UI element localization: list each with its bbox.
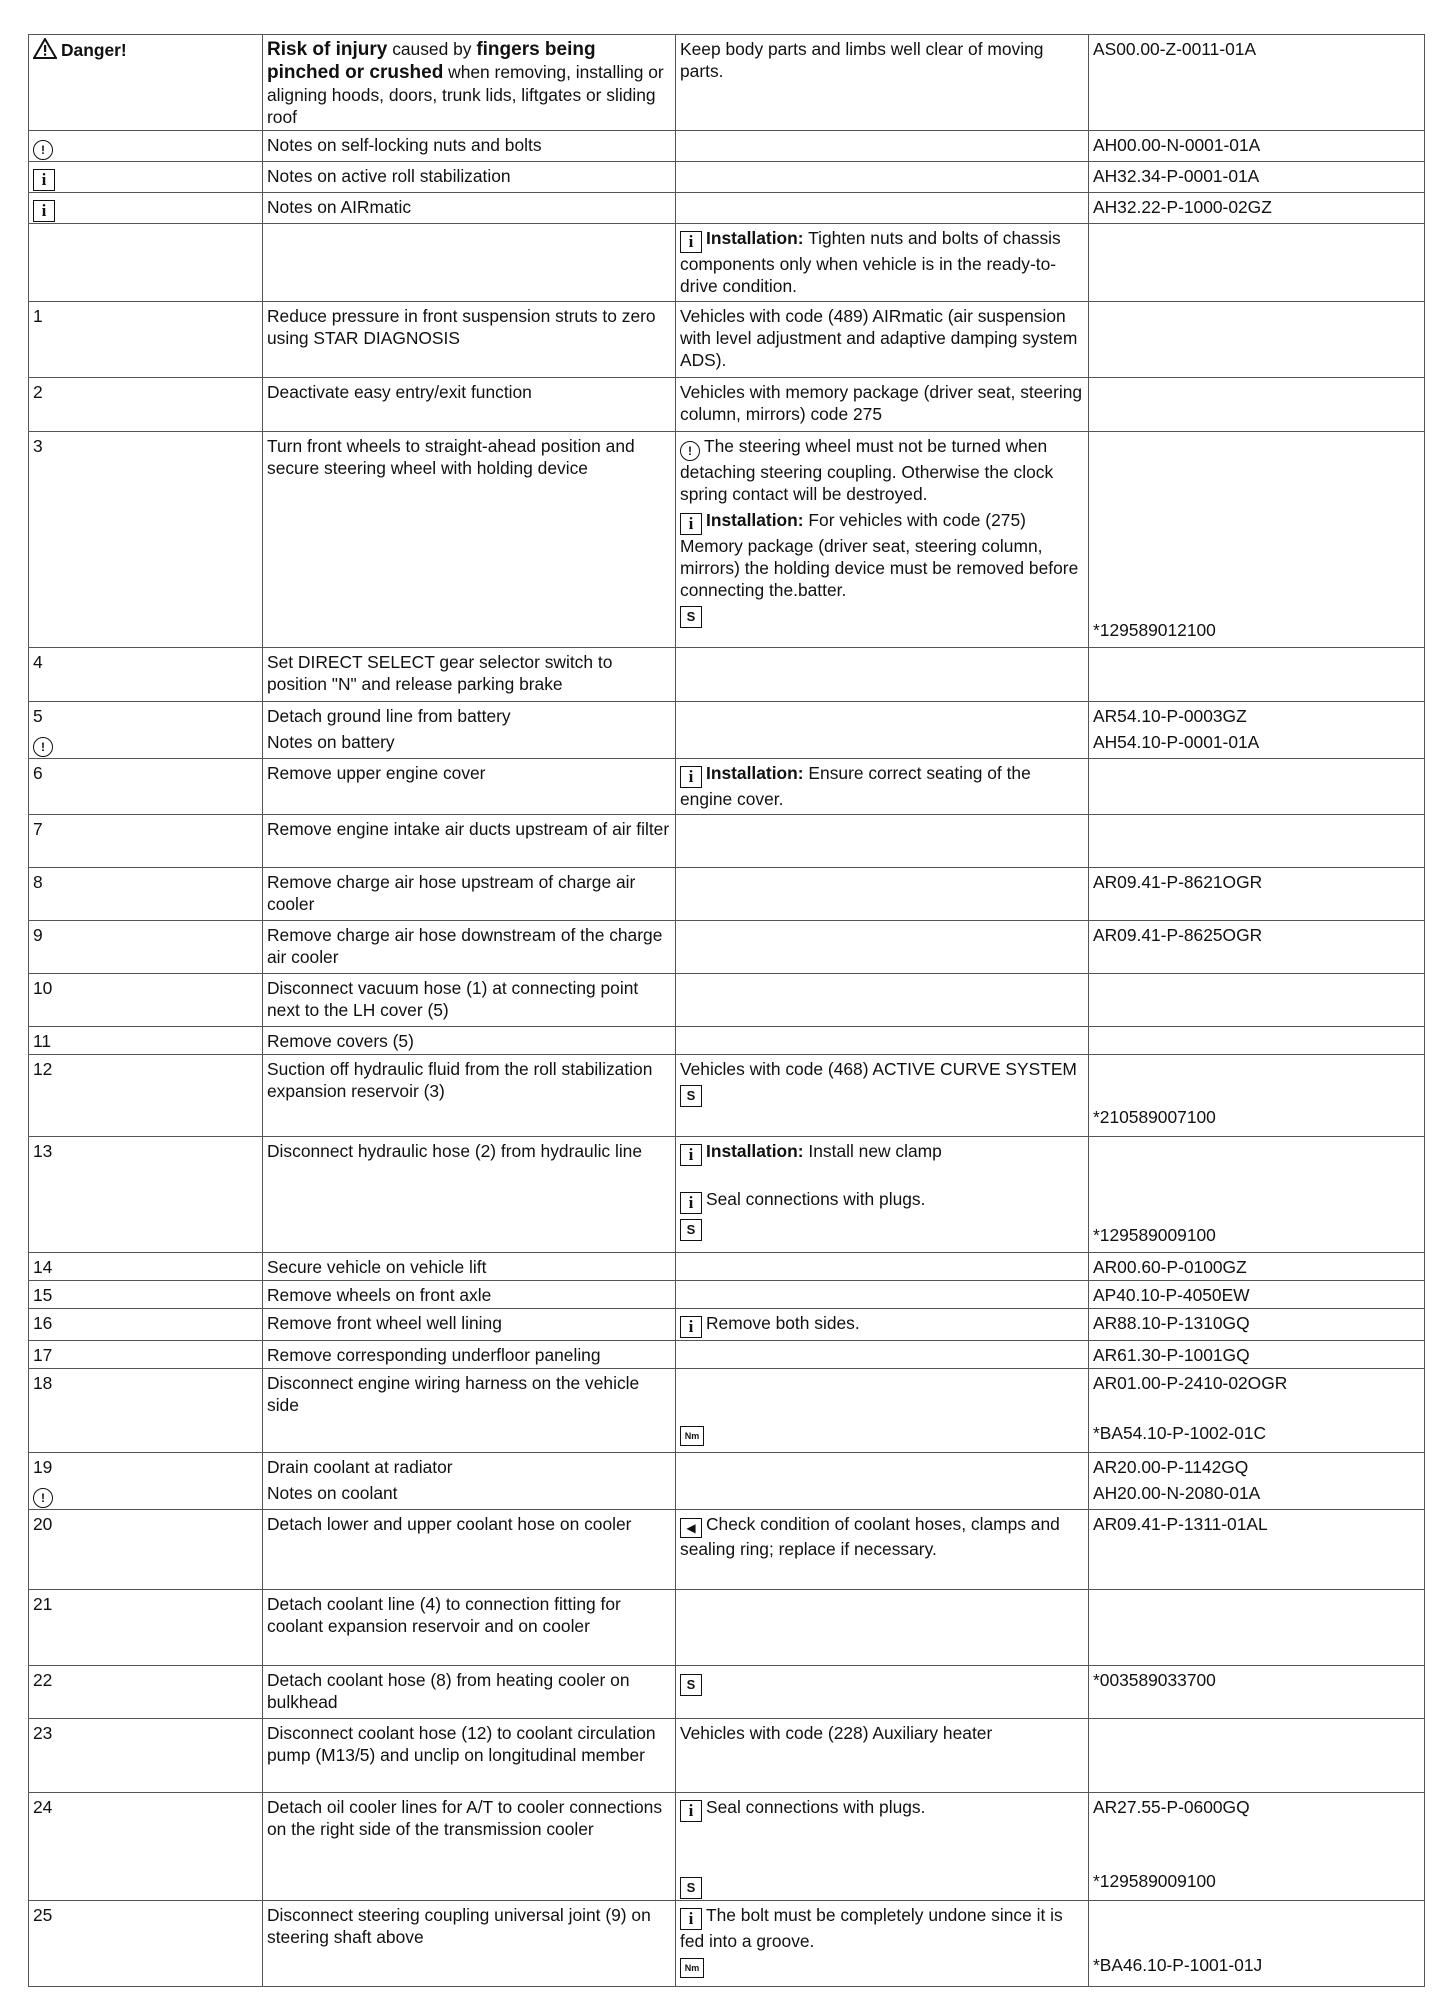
caution-icon: ! [33,140,53,160]
step-description: Detach coolant line (4) to connection fitting for coolant expansion reservoir and on cooler [263,1590,676,1666]
info-icon: i [680,1144,702,1166]
reference-cell: *210589007100 [1089,1055,1425,1137]
step-description: Deactivate easy entry/exit function [263,378,676,432]
step-number: 5 [33,706,43,726]
special-tool-icon: S [680,1219,702,1241]
reference-cell: *BA46.10-P-1001-01J [1089,1901,1425,1987]
note-cell: Vehicles with code (228) Auxiliary heater [676,1719,1089,1793]
special-tool-icon: S [680,1674,702,1696]
step-number: 8 [29,868,263,921]
reference-cell: AR61.30-P-1001GQ [1089,1341,1425,1369]
caution-icon: ! [680,441,700,461]
step-number: 6 [29,759,263,815]
step-description: Notes on battery [267,732,395,752]
reference-cell: *129589009100 [1089,1137,1425,1253]
reference-cell: AR01.00-P-2410-02OGR *BA54.10-P-1002-01C [1089,1369,1425,1453]
step-description: Set DIRECT SELECT gear selector switch to position "N" and release parking brake [263,648,676,702]
step-description: Notes on coolant [267,1483,398,1503]
step-description: Remove charge air hose downstream of the charge air cooler [263,921,676,974]
step-number: 1 [29,302,263,378]
step-description: Detach oil cooler lines for A/T to cooler connections on the right side of the transmission cooler [263,1793,676,1901]
caution-icon: ! [33,1488,53,1508]
step-description: Remove front wheel well lining [263,1309,676,1341]
note-cell: ! The steering wheel must not be turned when detaching steering coupling. Otherwise the clock spring contact will be destroyed. i Installation: For vehicles with code (275) Memory package (driver seat, steering column, mirrors) the holding device must be removed before connecting the.batter. S [676,432,1089,648]
table-row [29,1281,1425,1309]
table-row [29,193,1425,224]
step-description: Disconnect engine wiring harness on the vehicle side [263,1369,676,1453]
step-number: 25 [29,1901,263,1987]
step-description: Remove wheels on front axle [263,1281,676,1309]
step-description: Notes on AIRmatic [263,193,676,224]
step-description: Reduce pressure in front suspension struts to zero using STAR DIAGNOSIS [263,302,676,378]
reference-cell: AH54.10-P-0001-01A [1093,732,1260,752]
table-row [29,302,1425,378]
reference-cell: AR88.10-P-1310GQ [1089,1309,1425,1341]
info-icon: i [680,231,702,253]
step-number: 17 [29,1341,263,1369]
step-number: 19 [33,1457,53,1477]
step-description: Drain coolant at radiator [267,1457,453,1477]
step-number: 12 [29,1055,263,1137]
reference-cell: AR54.10-P-0003GZ [1093,706,1247,726]
reference-cell: AR09.41-P-8625OGR [1089,921,1425,974]
reference-cell: AR09.41-P-1311-01AL [1089,1510,1425,1590]
table-row [29,815,1425,868]
step-number: 3 [29,432,263,648]
step-description: Secure vehicle on vehicle lift [263,1253,676,1281]
reference-cell: AH32.22-P-1000-02GZ [1089,193,1425,224]
note-cell: i Seal connections with plugs. S [676,1793,1089,1901]
step-number: 4 [29,648,263,702]
reference-cell: *003589033700 [1089,1666,1425,1719]
reference-cell: AR09.41-P-8621OGR [1089,868,1425,921]
reference-cell: AH32.34-P-0001-01A [1089,162,1425,193]
special-tool-icon: S [680,1085,702,1107]
step-number: 9 [29,921,263,974]
table-row [29,224,1425,302]
step-number: 2 [29,378,263,432]
table-row [29,1901,1425,1987]
step-number: 21 [29,1590,263,1666]
table-row [29,432,1425,648]
info-icon: i [680,1908,702,1930]
step-description: Remove engine intake air ducts upstream of air filter [263,815,676,868]
table-row [29,1341,1425,1369]
note-cell: i The bolt must be completely undone since it is fed into a groove. Nm [676,1901,1089,1987]
step-number: 22 [29,1666,263,1719]
step-number: 20 [29,1510,263,1590]
step-description: Remove upper engine cover [263,759,676,815]
step-description: Remove corresponding underfloor paneling [263,1341,676,1369]
note-cell: Vehicles with code (489) AIRmatic (air suspension with level adjustment and adaptive damping system ADS). [676,302,1089,378]
reference-cell: *129589012100 [1089,432,1425,648]
torque-icon: Nm [680,1426,704,1446]
step-description: Turn front wheels to straight-ahead position and secure steering wheel with holding device [263,432,676,648]
step-description: Detach ground line from battery [267,706,511,726]
reference-cell: AP40.10-P-4050EW [1089,1281,1425,1309]
caution-icon: ! [33,737,53,757]
note-cell: i Installation: Tighten nuts and bolts of chassis components only when vehicle is in the ready-to-drive condition. [676,224,1089,302]
table-row [29,921,1425,974]
step-number: 24 [29,1793,263,1901]
note-cell: i Remove both sides. [676,1309,1089,1341]
reference-cell: AR20.00-P-1142GQ [1093,1457,1249,1477]
table-row [29,1793,1425,1901]
note-cell: Keep body parts and limbs well clear of moving parts. [676,35,1089,131]
table-row [29,1590,1425,1666]
table-row [29,1719,1425,1793]
step-description: Disconnect hydraulic hose (2) from hydraulic line [263,1137,676,1253]
step-number: 10 [29,974,263,1027]
table-row [29,702,1425,759]
step-description: Notes on self-locking nuts and bolts [263,131,676,162]
info-icon: i [680,1800,702,1822]
note-cell [676,1369,1089,1453]
step-description: Disconnect vacuum hose (1) at connecting point next to the LH cover (5) [263,974,676,1027]
table-row [29,1137,1425,1253]
table-row [29,162,1425,193]
table-row [29,35,1425,131]
step-description: Notes on active roll stabilization [263,162,676,193]
table-row [29,1309,1425,1341]
special-tool-icon: S [680,606,702,628]
note-cell [676,1666,1089,1719]
info-icon: i [680,1316,702,1338]
table-row [29,1369,1425,1453]
danger-cell [29,35,263,131]
warning-icon [33,38,57,59]
table-row [29,1253,1425,1281]
danger-label: Danger! [61,40,127,60]
table-row [29,378,1425,432]
info-icon: i [680,513,702,535]
step-number: 16 [29,1309,263,1341]
info-icon: i [680,1192,702,1214]
step-description: Remove charge air hose upstream of charge air cooler [263,868,676,921]
table-row [29,759,1425,815]
note-cell: ◀ Check condition of coolant hoses, clamps and sealing ring; replace if necessary. [676,1510,1089,1590]
step-number: 18 [29,1369,263,1453]
table-row [29,974,1425,1027]
table-row [29,1510,1425,1590]
info-icon: i [33,200,55,222]
reference-cell: AH20.00-N-2080-01A [1093,1483,1261,1503]
check-icon: ◀ [680,1518,702,1538]
step-number: 15 [29,1281,263,1309]
torque-icon: Nm [680,1958,704,1978]
step-number: 23 [29,1719,263,1793]
step-description: Detach lower and upper coolant hose on cooler [263,1510,676,1590]
reference-cell: AS00.00-Z-0011-01A [1089,35,1425,131]
step-description: Detach coolant hose (8) from heating cooler on bulkhead [263,1666,676,1719]
step-number: 14 [29,1253,263,1281]
step-description: Remove covers (5) [263,1027,676,1055]
hazard-description: Risk of injury caused by fingers being pinched or crushed when removing, installing or aligning hoods, doors, trunk lids, liftgates or sliding roof [263,35,676,131]
step-number: 11 [29,1027,263,1055]
note-cell: i Installation: Install new clamp i Seal connections with plugs. S [676,1137,1089,1253]
table-row [29,1027,1425,1055]
table-row [29,1666,1425,1719]
table-row [29,1453,1425,1510]
reference-cell: AR27.55-P-0600GQ *129589009100 [1089,1793,1425,1901]
info-icon: i [680,766,702,788]
special-tool-icon: S [680,1877,702,1899]
step-number: 13 [29,1137,263,1253]
document-page [28,34,1424,1987]
reference-cell: AR00.60-P-0100GZ [1089,1253,1425,1281]
note-cell: Vehicles with memory package (driver seat, steering column, mirrors) code 275 [676,378,1089,432]
table-row [29,868,1425,921]
table-row [29,131,1425,162]
table-row [29,1055,1425,1137]
table-row [29,648,1425,702]
step-description: Disconnect coolant hose (12) to coolant circulation pump (M13/5) and unclip on longitudinal member [263,1719,676,1793]
step-number: 7 [29,815,263,868]
step-description: Disconnect steering coupling universal joint (9) on steering shaft above [263,1901,676,1987]
step-description: Suction off hydraulic fluid from the roll stabilization expansion reservoir (3) [263,1055,676,1137]
procedure-table [28,34,1425,1987]
reference-cell: AH00.00-N-0001-01A [1089,131,1425,162]
note-cell: i Installation: Ensure correct seating of the engine cover. [676,759,1089,815]
note-cell: Vehicles with code (468) ACTIVE CURVE SYSTEM S [676,1055,1089,1137]
info-icon: i [33,169,55,191]
